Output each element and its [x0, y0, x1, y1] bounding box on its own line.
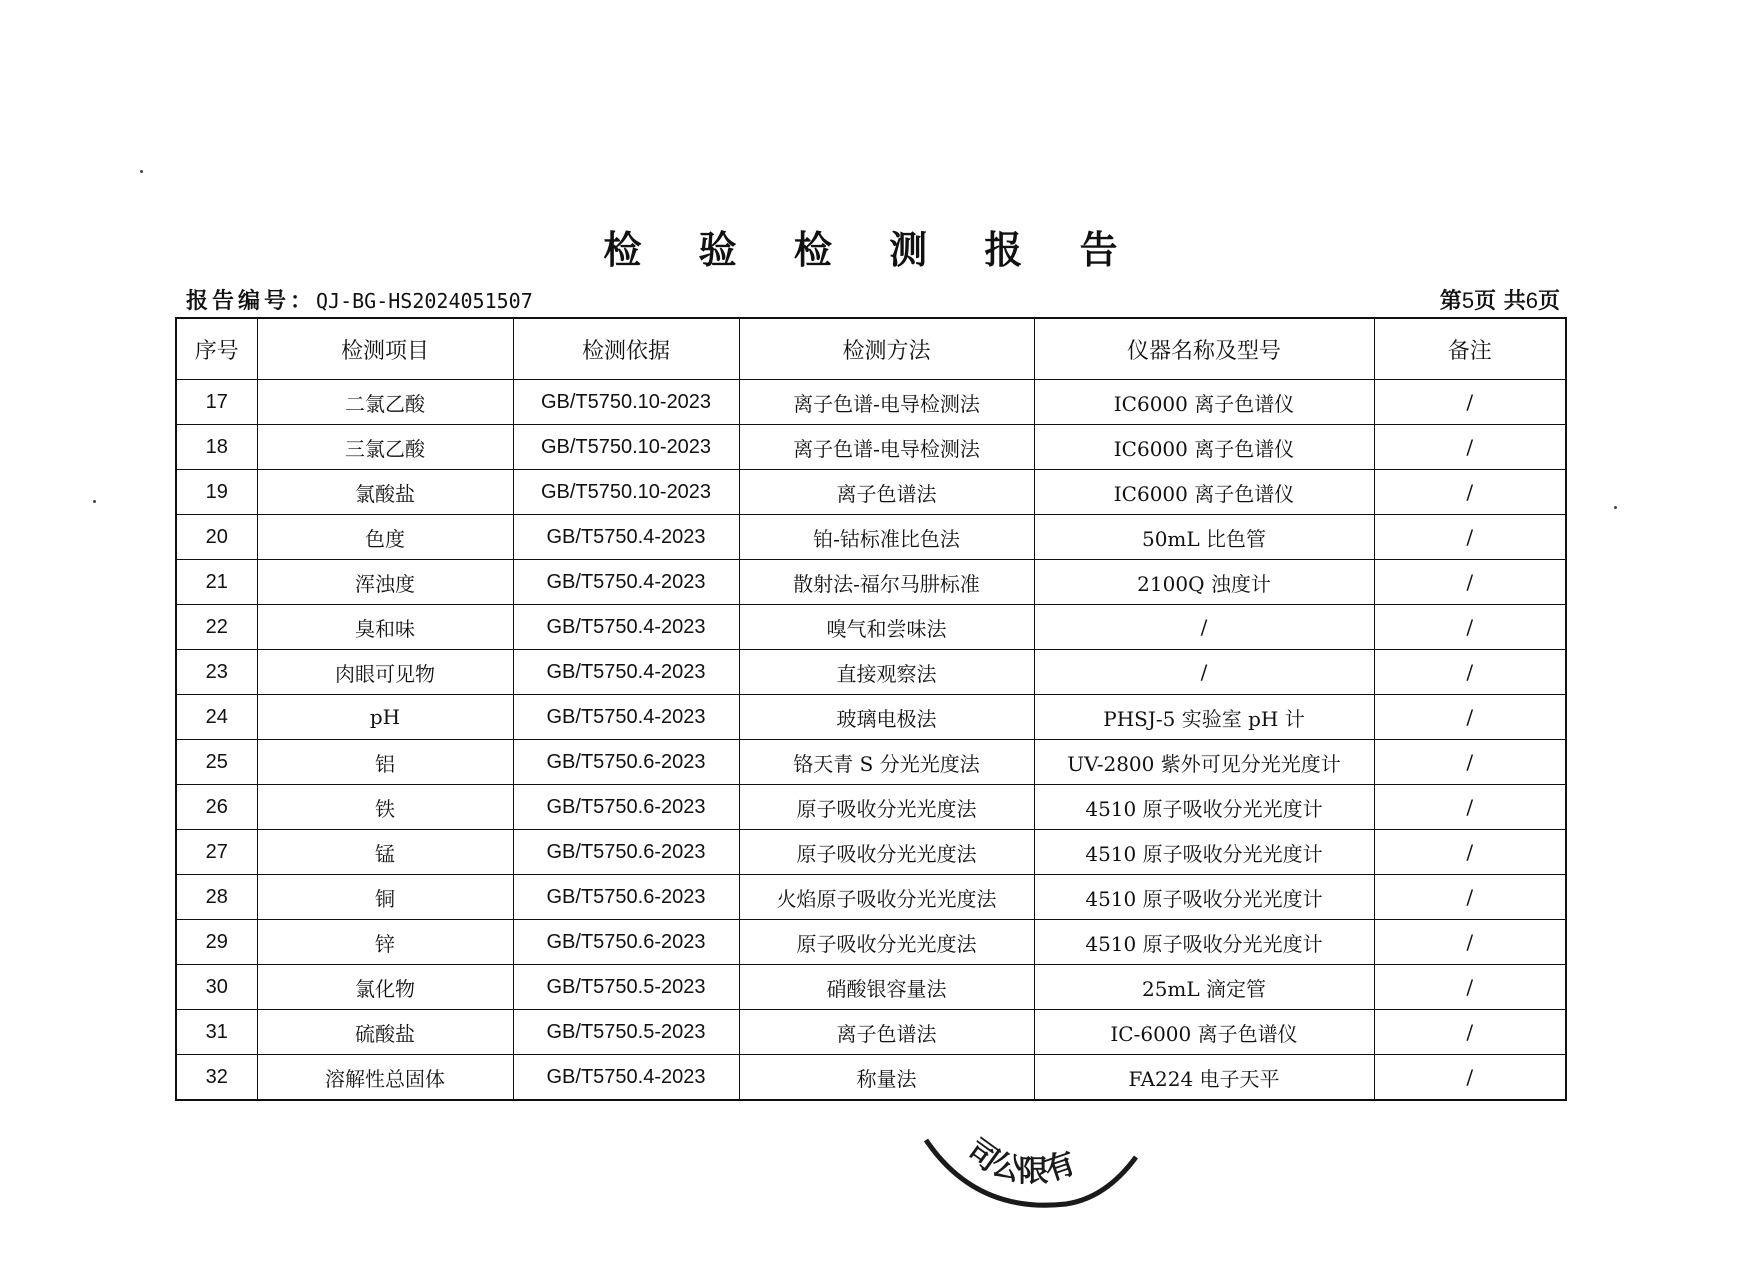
method-cell: 铬天青 S 分光光度法 [739, 740, 1034, 785]
table-row [176, 1010, 1566, 1055]
header-cell: 仪器名称及型号 [1034, 318, 1374, 380]
remark-cell: / [1374, 425, 1566, 470]
remark-cell: / [1374, 380, 1566, 425]
item-cell: 铝 [257, 740, 513, 785]
seal-text-path: 司公限有 [960, 1132, 1080, 1190]
seq-cell: 23 [176, 650, 257, 695]
header-cell: 检测方法 [739, 318, 1034, 380]
item-cell: 铁 [257, 785, 513, 830]
table-row [176, 1055, 1566, 1101]
header-cell: 序号 [176, 318, 257, 380]
seq-cell: 17 [176, 380, 257, 425]
instrument-cell: / [1034, 605, 1374, 650]
page-total: 6 [1525, 288, 1538, 313]
item-cell: 二氯乙酸 [257, 380, 513, 425]
header-cell: 检测项目 [257, 318, 513, 380]
standard-cell: GB/T5750.4-2023 [513, 515, 739, 560]
page-suffix: 页 [1537, 288, 1560, 314]
instrument-cell: 2100Q 浊度计 [1034, 560, 1374, 605]
method-cell: 散射法-福尔马肼标准 [739, 560, 1034, 605]
table-row [176, 785, 1566, 830]
remark-cell: / [1374, 875, 1566, 920]
instrument-cell: 4510 原子吸收分光光度计 [1034, 920, 1374, 965]
remark-cell: / [1374, 920, 1566, 965]
seq-cell: 19 [176, 470, 257, 515]
remark-cell: / [1374, 1055, 1566, 1101]
scan-speck [93, 500, 96, 503]
table-row [176, 695, 1566, 740]
standard-cell: GB/T5750.4-2023 [513, 695, 739, 740]
item-cell: 氯酸盐 [257, 470, 513, 515]
remark-cell: / [1374, 695, 1566, 740]
standard-cell: GB/T5750.5-2023 [513, 965, 739, 1010]
remark-cell: / [1374, 560, 1566, 605]
standard-cell: GB/T5750.6-2023 [513, 920, 739, 965]
page-current: 5 [1461, 288, 1475, 313]
method-cell: 原子吸收分光光度法 [739, 785, 1034, 830]
table-row [176, 515, 1566, 560]
item-cell: 氯化物 [257, 965, 513, 1010]
item-cell: 锰 [257, 830, 513, 875]
method-cell: 嗅气和尝味法 [739, 605, 1034, 650]
method-cell: 铂-钴标准比色法 [739, 515, 1034, 560]
seq-cell: 21 [176, 560, 257, 605]
item-cell: 硫酸盐 [257, 1010, 513, 1055]
method-cell: 离子色谱法 [739, 470, 1034, 515]
method-cell: 离子色谱-电导检测法 [739, 425, 1034, 470]
item-cell: 锌 [257, 920, 513, 965]
header-cell: 检测依据 [513, 318, 739, 380]
instrument-cell: IC6000 离子色谱仪 [1034, 470, 1374, 515]
table-row [176, 830, 1566, 875]
standard-cell: GB/T5750.10-2023 [513, 425, 739, 470]
item-cell: 肉眼可见物 [257, 650, 513, 695]
standard-cell: GB/T5750.4-2023 [513, 560, 739, 605]
standard-cell: GB/T5750.6-2023 [513, 785, 739, 830]
item-cell: 铜 [257, 875, 513, 920]
test-items-table [175, 317, 1567, 1101]
standard-cell: GB/T5750.4-2023 [513, 605, 739, 650]
standard-cell: GB/T5750.10-2023 [513, 380, 739, 425]
table-row [176, 605, 1566, 650]
standard-cell: GB/T5750.10-2023 [513, 470, 739, 515]
table-row [176, 875, 1566, 920]
method-cell: 称量法 [739, 1055, 1034, 1101]
seq-cell: 32 [176, 1055, 257, 1101]
table-body [176, 380, 1566, 1101]
remark-cell: / [1374, 830, 1566, 875]
scan-speck [140, 170, 143, 173]
remark-cell: / [1374, 650, 1566, 695]
seq-cell: 20 [176, 515, 257, 560]
remark-cell: / [1374, 740, 1566, 785]
header-cell: 备注 [1374, 318, 1566, 380]
table-row [176, 920, 1566, 965]
method-cell: 原子吸收分光光度法 [739, 830, 1034, 875]
scan-speck [1614, 506, 1617, 509]
seq-cell: 31 [176, 1010, 257, 1055]
standard-cell: GB/T5750.5-2023 [513, 1010, 739, 1055]
method-cell: 玻璃电极法 [739, 695, 1034, 740]
item-cell: 臭和味 [257, 605, 513, 650]
remark-cell: / [1374, 515, 1566, 560]
seq-cell: 28 [176, 875, 257, 920]
method-cell: 硝酸银容量法 [739, 965, 1034, 1010]
item-cell: 浑浊度 [257, 560, 513, 605]
remark-cell: / [1374, 965, 1566, 1010]
instrument-cell: 50mL 比色管 [1034, 515, 1374, 560]
remark-cell: / [1374, 470, 1566, 515]
seq-cell: 30 [176, 965, 257, 1010]
table-header-row [176, 318, 1566, 380]
remark-cell: / [1374, 605, 1566, 650]
table-row [176, 425, 1566, 470]
method-cell: 离子色谱-电导检测法 [739, 380, 1034, 425]
report-number-value: QJ-BG-HS2024051507 [316, 289, 533, 313]
table-row [176, 740, 1566, 785]
instrument-cell: UV-2800 紫外可见分光光度计 [1034, 740, 1374, 785]
item-cell: 色度 [257, 515, 513, 560]
standard-cell: GB/T5750.6-2023 [513, 875, 739, 920]
instrument-cell: IC6000 离子色谱仪 [1034, 425, 1374, 470]
table-row [176, 560, 1566, 605]
page-indicator [1440, 287, 1560, 315]
method-cell: 离子色谱法 [739, 1010, 1034, 1055]
item-cell: 溶解性总固体 [257, 1055, 513, 1101]
standard-cell: GB/T5750.6-2023 [513, 830, 739, 875]
instrument-cell: 4510 原子吸收分光光度计 [1034, 875, 1374, 920]
seal-text [960, 1133, 1079, 1190]
seq-cell: 27 [176, 830, 257, 875]
instrument-cell: IC-6000 离子色谱仪 [1034, 1010, 1374, 1055]
standard-cell: GB/T5750.6-2023 [513, 740, 739, 785]
table-row [176, 965, 1566, 1010]
table-row [176, 470, 1566, 515]
method-cell: 原子吸收分光光度法 [739, 920, 1034, 965]
method-cell: 火焰原子吸收分光光度法 [739, 875, 1034, 920]
remark-cell: / [1374, 1010, 1566, 1055]
seq-cell: 29 [176, 920, 257, 965]
page-prefix: 第 [1439, 288, 1462, 314]
standard-cell: GB/T5750.4-2023 [513, 1055, 739, 1101]
page-mid: 页 共 [1474, 288, 1526, 314]
instrument-cell: IC6000 离子色谱仪 [1034, 380, 1374, 425]
instrument-cell: FA224 电子天平 [1034, 1055, 1374, 1101]
report-title: 检 验 检 测 报 告 [603, 227, 1140, 272]
instrument-cell: 25mL 滴定管 [1034, 965, 1374, 1010]
instrument-cell: 4510 原子吸收分光光度计 [1034, 785, 1374, 830]
table-row [176, 650, 1566, 695]
report-number-label: 报告编号： [186, 288, 317, 314]
instrument-cell: / [1034, 650, 1374, 695]
seq-cell: 26 [176, 785, 257, 830]
standard-cell: GB/T5750.4-2023 [513, 650, 739, 695]
company-seal [916, 1122, 1146, 1212]
method-cell: 直接观察法 [739, 650, 1034, 695]
seq-cell: 24 [176, 695, 257, 740]
item-cell: pH [257, 695, 513, 740]
seq-cell: 22 [176, 605, 257, 650]
seq-cell: 25 [176, 740, 257, 785]
instrument-cell: PHSJ-5 实验室 pH 计 [1034, 695, 1374, 740]
seq-cell: 18 [176, 425, 257, 470]
instrument-cell: 4510 原子吸收分光光度计 [1034, 830, 1374, 875]
report-number [186, 287, 533, 316]
item-cell: 三氯乙酸 [257, 425, 513, 470]
remark-cell: / [1374, 785, 1566, 830]
table-row [176, 380, 1566, 425]
